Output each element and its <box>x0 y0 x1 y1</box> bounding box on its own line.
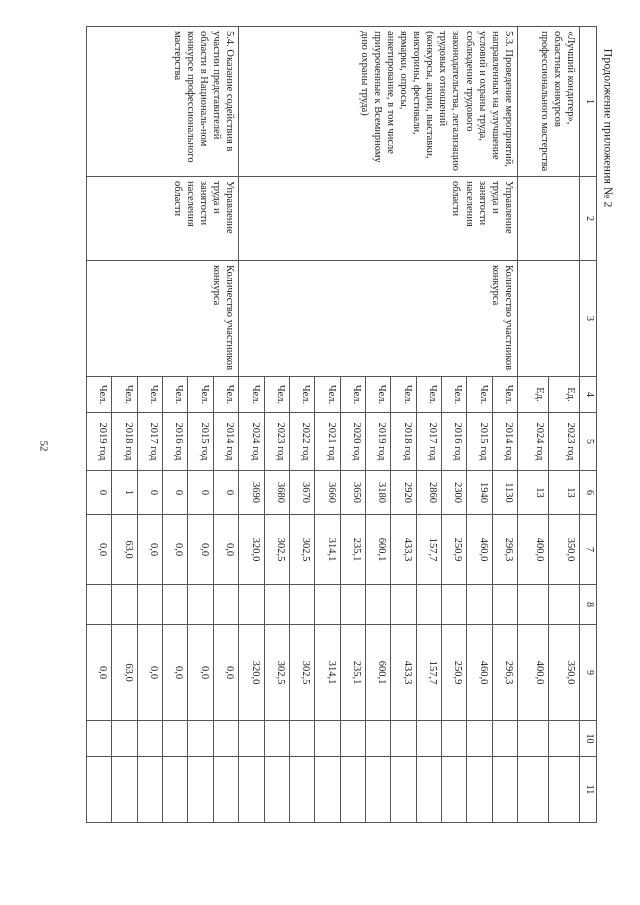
total-funding-cell: 250,9 <box>441 515 466 585</box>
participants-cell: 1130 <box>492 471 517 515</box>
federal-funding-cell <box>239 585 264 625</box>
participants-cell: 0 <box>163 471 188 515</box>
year-cell: 2023 год <box>264 413 289 471</box>
local-funding-cell <box>264 721 289 757</box>
year-cell: 2017 год <box>416 413 441 471</box>
participants-cell: 0 <box>137 471 162 515</box>
unit-cell: Чел. <box>264 377 289 413</box>
other-funding-cell <box>188 757 213 823</box>
regional-funding-cell: 0,0 <box>163 625 188 721</box>
local-funding-cell <box>87 721 112 757</box>
participants-cell: 3650 <box>340 471 365 515</box>
other-funding-cell <box>391 757 416 823</box>
task-name-cell: «Лучший кондитер», областных конкурсов профессионального мастерства <box>517 27 579 177</box>
col-header: 6 <box>580 471 597 515</box>
year-cell: 2019 год <box>365 413 390 471</box>
other-funding-cell <box>467 757 492 823</box>
total-funding-cell: 600,1 <box>365 515 390 585</box>
year-cell: 2023 год <box>548 413 579 471</box>
col-header: 8 <box>580 585 597 625</box>
unit-cell: Чел. <box>239 377 264 413</box>
other-funding-cell <box>137 757 162 823</box>
agency-cell: Управление труда и занятости населения области <box>87 177 239 261</box>
col-header: 10 <box>580 721 597 757</box>
other-funding-cell <box>517 757 548 823</box>
federal-funding-cell <box>416 585 441 625</box>
agency-cell <box>517 177 579 261</box>
col-header: 7 <box>580 515 597 585</box>
total-funding-cell: 63,0 <box>112 515 137 585</box>
total-funding-cell: 302,5 <box>264 515 289 585</box>
other-funding-cell <box>163 757 188 823</box>
federal-funding-cell <box>188 585 213 625</box>
other-funding-cell <box>441 757 466 823</box>
col-header: 11 <box>580 757 597 823</box>
col-header: 4 <box>580 377 597 413</box>
other-funding-cell <box>548 757 579 823</box>
col-header: 9 <box>580 625 597 721</box>
regional-funding-cell: 0,0 <box>87 625 112 721</box>
total-funding-cell: 235,1 <box>340 515 365 585</box>
local-funding-cell <box>289 721 314 757</box>
participants-cell: 3660 <box>315 471 340 515</box>
year-cell: 2021 год <box>315 413 340 471</box>
year-cell: 2018 год <box>391 413 416 471</box>
year-cell: 2022 год <box>289 413 314 471</box>
year-cell: 2017 год <box>137 413 162 471</box>
federal-funding-cell <box>112 585 137 625</box>
other-funding-cell <box>492 757 517 823</box>
table-row <box>548 27 579 823</box>
participants-cell: 3670 <box>289 471 314 515</box>
rotated-table-wrapper <box>86 26 597 822</box>
total-funding-cell: 0,0 <box>163 515 188 585</box>
local-funding-cell <box>239 721 264 757</box>
unit-cell: Чел. <box>163 377 188 413</box>
unit-cell: Чел. <box>340 377 365 413</box>
page-number: 52 <box>37 440 50 452</box>
local-funding-cell <box>315 721 340 757</box>
col-header: 1 <box>580 27 597 177</box>
year-cell: 2014 год <box>213 413 238 471</box>
participants-cell: 0 <box>87 471 112 515</box>
participants-cell: 3690 <box>239 471 264 515</box>
federal-funding-cell <box>264 585 289 625</box>
total-funding-cell: 460,0 <box>467 515 492 585</box>
continuation-note <box>600 28 616 228</box>
year-cell: 2024 год <box>517 413 548 471</box>
year-cell: 2018 год <box>112 413 137 471</box>
regional-funding-cell: 400,0 <box>517 625 548 721</box>
local-funding-cell <box>492 721 517 757</box>
indicator-cell: Количество участников конкурса <box>239 261 518 377</box>
other-funding-cell <box>340 757 365 823</box>
other-funding-cell <box>315 757 340 823</box>
other-funding-cell <box>213 757 238 823</box>
local-funding-cell <box>467 721 492 757</box>
other-funding-cell <box>112 757 137 823</box>
unit-cell: Чел. <box>441 377 466 413</box>
participants-cell: 0 <box>188 471 213 515</box>
total-funding-cell: 314,1 <box>315 515 340 585</box>
participants-cell: 1940 <box>467 471 492 515</box>
year-cell: 2016 год <box>163 413 188 471</box>
participants-cell: 1 <box>112 471 137 515</box>
regional-funding-cell: 460,0 <box>467 625 492 721</box>
participants-cell: 13 <box>517 471 548 515</box>
other-funding-cell <box>264 757 289 823</box>
federal-funding-cell <box>492 585 517 625</box>
total-funding-cell: 320,0 <box>239 515 264 585</box>
program-table <box>86 26 597 823</box>
unit-cell: Чел. <box>87 377 112 413</box>
participants-cell: 2300 <box>441 471 466 515</box>
unit-cell: Чел. <box>365 377 390 413</box>
total-funding-cell: 0,0 <box>87 515 112 585</box>
year-cell: 2014 год <box>492 413 517 471</box>
total-funding-cell: 0,0 <box>213 515 238 585</box>
total-funding-cell: 400,0 <box>517 515 548 585</box>
local-funding-cell <box>340 721 365 757</box>
unit-cell: Чел. <box>467 377 492 413</box>
local-funding-cell <box>441 721 466 757</box>
year-cell: 2020 год <box>340 413 365 471</box>
federal-funding-cell <box>340 585 365 625</box>
col-header: 5 <box>580 413 597 471</box>
federal-funding-cell <box>517 585 548 625</box>
unit-cell: Чел. <box>289 377 314 413</box>
local-funding-cell <box>365 721 390 757</box>
indicator-cell <box>517 261 579 377</box>
year-cell: 2016 год <box>441 413 466 471</box>
participants-cell: 3680 <box>264 471 289 515</box>
regional-funding-cell: 302,5 <box>264 625 289 721</box>
table-row <box>213 27 238 823</box>
participants-cell: 0 <box>213 471 238 515</box>
unit-cell: Чел. <box>188 377 213 413</box>
participants-cell: 2920 <box>391 471 416 515</box>
year-cell: 2015 год <box>467 413 492 471</box>
regional-funding-cell: 63,0 <box>112 625 137 721</box>
regional-funding-cell: 302,5 <box>289 625 314 721</box>
unit-cell: Чел. <box>137 377 162 413</box>
unit-cell: Чел. <box>315 377 340 413</box>
regional-funding-cell: 157,7 <box>416 625 441 721</box>
federal-funding-cell <box>163 585 188 625</box>
participants-cell: 13 <box>548 471 579 515</box>
local-funding-cell <box>416 721 441 757</box>
federal-funding-cell <box>467 585 492 625</box>
col-header: 3 <box>580 261 597 377</box>
federal-funding-cell <box>289 585 314 625</box>
regional-funding-cell: 314,1 <box>315 625 340 721</box>
continuation-text: Продолжение приложения № 2 <box>601 48 616 208</box>
regional-funding-cell: 250,9 <box>441 625 466 721</box>
total-funding-cell: 157,7 <box>416 515 441 585</box>
agency-cell: Управление труда и занятости населения области <box>239 177 518 261</box>
regional-funding-cell: 320,0 <box>239 625 264 721</box>
regional-funding-cell: 433,3 <box>391 625 416 721</box>
total-funding-cell: 302,5 <box>289 515 314 585</box>
regional-funding-cell: 0,0 <box>137 625 162 721</box>
local-funding-cell <box>213 721 238 757</box>
unit-cell: Чел. <box>213 377 238 413</box>
col-header: 2 <box>580 177 597 261</box>
year-cell: 2015 год <box>188 413 213 471</box>
unit-cell: Ед. <box>517 377 548 413</box>
federal-funding-cell <box>548 585 579 625</box>
regional-funding-cell: 296,3 <box>492 625 517 721</box>
federal-funding-cell <box>441 585 466 625</box>
task-name-cell: 5.4. Оказание содействия в участии представителей области в Националь-ном конкурсе профессионального мастерства <box>87 27 239 177</box>
unit-cell: Чел. <box>492 377 517 413</box>
federal-funding-cell <box>391 585 416 625</box>
local-funding-cell <box>391 721 416 757</box>
total-funding-cell: 296,3 <box>492 515 517 585</box>
participants-cell: 2860 <box>416 471 441 515</box>
indicator-cell: Количество участников конкурса <box>87 261 239 377</box>
federal-funding-cell <box>87 585 112 625</box>
unit-cell: Чел. <box>391 377 416 413</box>
table-row <box>492 27 517 823</box>
year-cell: 2024 год <box>239 413 264 471</box>
table-body <box>87 27 580 823</box>
local-funding-cell <box>137 721 162 757</box>
participants-cell: 3180 <box>365 471 390 515</box>
total-funding-cell: 350,0 <box>548 515 579 585</box>
other-funding-cell <box>87 757 112 823</box>
total-funding-cell: 433,3 <box>391 515 416 585</box>
federal-funding-cell <box>213 585 238 625</box>
total-funding-cell: 0,0 <box>137 515 162 585</box>
local-funding-cell <box>548 721 579 757</box>
local-funding-cell <box>188 721 213 757</box>
other-funding-cell <box>416 757 441 823</box>
federal-funding-cell <box>137 585 162 625</box>
header-row <box>580 27 597 823</box>
total-funding-cell: 0,0 <box>188 515 213 585</box>
local-funding-cell <box>163 721 188 757</box>
local-funding-cell <box>517 721 548 757</box>
unit-cell: Ед. <box>548 377 579 413</box>
unit-cell: Чел. <box>112 377 137 413</box>
regional-funding-cell: 235,1 <box>340 625 365 721</box>
other-funding-cell <box>365 757 390 823</box>
regional-funding-cell: 350,0 <box>548 625 579 721</box>
other-funding-cell <box>289 757 314 823</box>
regional-funding-cell: 0,0 <box>213 625 238 721</box>
other-funding-cell <box>239 757 264 823</box>
unit-cell: Чел. <box>416 377 441 413</box>
regional-funding-cell: 600,1 <box>365 625 390 721</box>
regional-funding-cell: 0,0 <box>188 625 213 721</box>
federal-funding-cell <box>365 585 390 625</box>
task-name-cell: 5.3. Проведение мероприятий, направленных на улучшение условий и охраны труда, соблюдение трудового законодательства, легализацию трудовых отношений (конкурсы, акции, выставки, викторины, фестивали, ярмарки, опросы, анкетирование, в том числе приуроченные к Всемирному дню охраны труда) <box>239 27 518 177</box>
federal-funding-cell <box>315 585 340 625</box>
local-funding-cell <box>112 721 137 757</box>
year-cell: 2019 год <box>87 413 112 471</box>
